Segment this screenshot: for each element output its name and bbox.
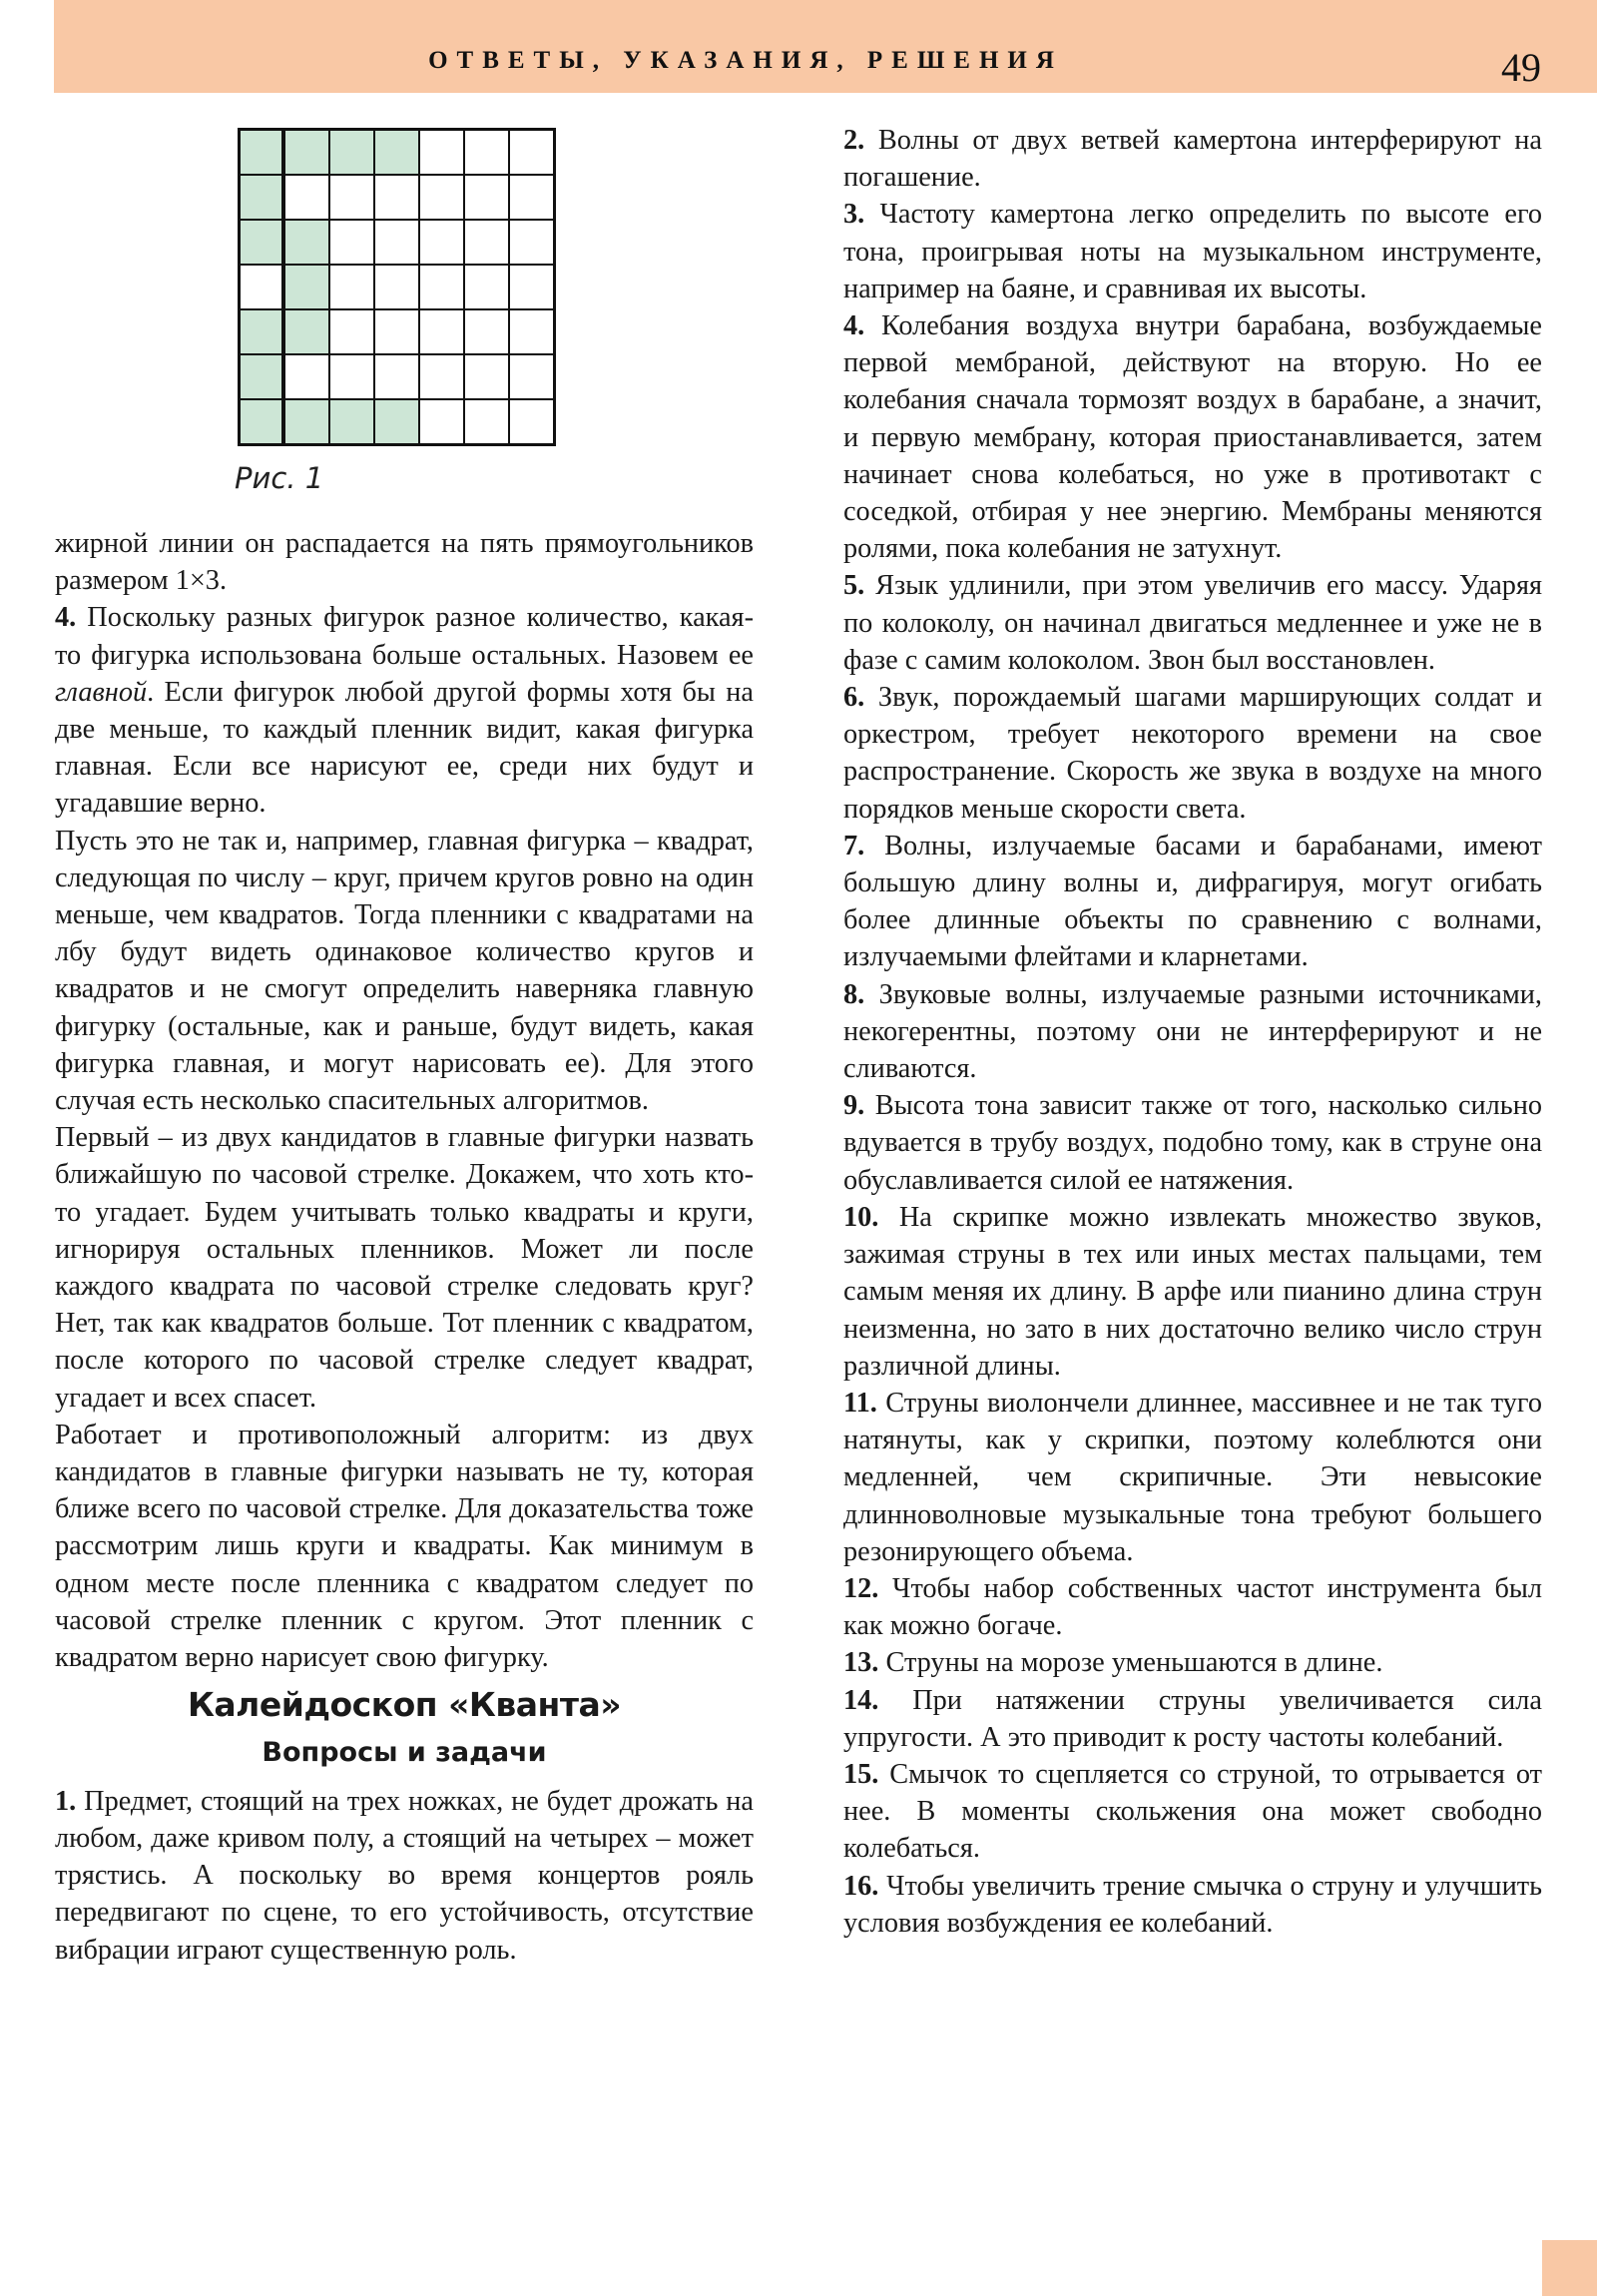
grid-cell [509,130,554,175]
page-header [54,0,1597,93]
item-number: 12. [843,1572,879,1604]
item-number: 1. [55,1785,77,1817]
item-text: При натяжении струны увеличивается сила упругости. А это приводит к росту частоты колебаний. [843,1684,1542,1753]
grid-cell [509,175,554,220]
paragraph: Первый – из двух кандидатов в главные фигурки назвать ближайшую по часовой стрелке. Докажем, что хоть кто-то угадает. Будем учитывать только квадраты и круги, игнорируя остальных пленников. Может ли после каждого квадрата по часовой стрелке следовать круг? Нет, так как квадратов больше. Тот пленник с квадратом, после которого по часовой стрелке следует квадрат, угадает и всех спасет. [55,1122,754,1414]
item-text: Колебания воздуха внутри барабана, возбуждаемые первой мембраной, действуют на вторую. Но ее колебания сначала тормозят воздух в барабане, а значит, и первую мембрану, которая приостанавливается, затем начинает снова колебаться, но уже в противотакт с соседкой, отбирая у нее энергию. Мембраны меняются ролями, пока колебания не затухнут. [843,310,1542,565]
answer-item [843,1199,1542,1385]
grid-cell [419,354,464,399]
item-text: Чтобы набор собственных частот инструмента был как можно богаче. [843,1572,1542,1642]
grid-cell [464,354,509,399]
answer-item [843,828,1542,976]
section-title: Калейдоскоп «Кванта» [187,1685,622,1725]
item-text: Предмет, стоящий на трех ножках, не будет дрожать на любом, даже кривом полу, а стоящий на четырех – может трястись. А поскольку во время концертов рояль передвигают по сцене, то его устойчивость, отсутствие вибрации играют существенную роль. [55,1785,754,1966]
grid-cell [284,175,329,220]
item-text: Поскольку разных фигурок разное количество, какая-то фигурка использована больше остальных. Назовем ее [55,602,754,671]
grid-cell [419,265,464,309]
figure-caption: Рис. 1 [235,461,324,495]
grid-cell [419,399,464,444]
grid-cell [240,399,284,444]
grid-cell [284,309,329,354]
grid-cell [329,354,374,399]
grid-cell [464,220,509,265]
item-number: 10. [843,1201,879,1233]
answer-item [843,1868,1542,1942]
grid-cell [464,265,509,309]
grid-cell [374,175,419,220]
grid-cell [329,130,374,175]
answer-item [843,122,1542,196]
grid-cell [464,309,509,354]
paragraph: Пусть это не так и, например, главная фигурка – квадрат, следующая по числу – круг, причем кругов ровно на один меньше, чем квадратов. Тогда пленники с квадратами на лбу будут видеть одинаковое количество кругов и квадратов и не смогут определить наверняка главную фигурку (остальные, как и раньше, будут видеть, какая фигурка главная, и могут нарисовать ее). Для этого случая есть несколько спасительных алгоритмов. [55,825,754,1117]
answer-item [843,1756,1542,1868]
item-text: Звуковые волны, излучаемые разными источниками, некогерентны, поэтому они не интерферируют и не сливаются. [843,978,1542,1085]
grid-cell [509,399,554,444]
item-number: 4. [55,602,77,634]
item-number: 3. [843,199,865,231]
grid-cell [464,175,509,220]
answer-item [843,1385,1542,1570]
grid-cell [284,130,329,175]
answer-item [843,307,1542,567]
item-text: Звук, порождаемый шагами марширующих солдат и оркестром, требует некоторого времени на свое распространение. Скорость же звука в воздухе на много порядков меньше скорости света. [843,682,1542,825]
grid-cell [509,309,554,354]
grid-cell [240,309,284,354]
item-text: Чтобы увеличить трение смычка о струну и улучшить условия возбуждения ее колебаний. [843,1870,1542,1939]
grid-cell [329,220,374,265]
grid-cell [464,130,509,175]
item-text: Высота тона зависит также от того, насколько сильно вдувается в трубу воздух, подобно тому, как в струне она обуславливается силой ее натяжения. [843,1090,1542,1196]
item-number: 6. [843,682,865,714]
grid-cell [374,265,419,309]
paragraph: Работает и противоположный алгоритм: из двух кандидатов в главные фигурки называть не ту, которая ближе всего по часовой стрелке. Для доказательства тоже рассмотрим лишь круги и квадраты. Как минимум в одном месте после пленника с квадратом следует по часовой стрелке пленник с кругом. Этот пленник с квадратом верно нарисует свою фигурку. [55,1419,754,1674]
answer-item [843,567,1542,679]
item-number: 13. [843,1647,879,1679]
grid-cell [329,175,374,220]
grid-cell [240,130,284,175]
grid-cell [464,399,509,444]
answer-item [843,1644,1542,1681]
item-number: 15. [843,1758,879,1790]
grid-cell [284,354,329,399]
item-number: 4. [843,310,865,342]
grid-cell [284,265,329,309]
grid-cell [240,220,284,265]
grid-cell [374,309,419,354]
item-text: Волны от двух ветвей камертона интерферируют на погашение. [843,125,1542,194]
grid-cell [419,130,464,175]
question-answer-1 [55,1783,754,1969]
item-text: На скрипке можно извлекать множество звуков, зажимая струны в тех или иных местах пальцами, тем самым меняя их длину. В арфе или пианино длина струн неизменна, но зато в них достаточно велико число струн различной длины. [843,1201,1542,1382]
page-number: 49 [1501,45,1541,90]
item-number: 5. [843,570,865,602]
running-title: ОТВЕТЫ, УКАЗАНИЯ, РЕШЕНИЯ [428,47,1063,74]
grid-cell [374,354,419,399]
item-text: Струны виолончели длиннее, массивнее и не так туго натянуты, как у скрипки, поэтому колеблются они медленней, чем скрипичные. Эти невысокие длинноволновые музыкальные тона требуют большего резонирующего объема. [843,1387,1542,1567]
grid-cell [329,309,374,354]
grid-cell [419,309,464,354]
answer-item-4 [55,599,754,822]
grid-cell [509,265,554,309]
item-number: 16. [843,1870,879,1902]
answer-item [843,1682,1542,1756]
answer-item [843,976,1542,1088]
corner-tab [1542,2240,1597,2296]
grid-cell [419,175,464,220]
grid-cell [240,354,284,399]
grid-cell [374,220,419,265]
grid-cell [374,399,419,444]
item-text: Волны, излучаемые басами и барабанами, имеют большую длину волны и, дифрагируя, могут огибать более длинные объекты по сравнению с волнами, излучаемыми флейтами и кларнетами. [843,830,1542,973]
answer-item [843,1087,1542,1199]
item-number: 7. [843,830,865,861]
item-text: Частоту камертона легко определить по высоте его тона, проигрывая ноты на музыкальном инструменте, например на баяне, и сравнивая их высоты. [843,199,1542,304]
grid-cell [240,265,284,309]
item-text: Струны на морозе уменьшаются в длине. [878,1647,1383,1679]
item-number: 2. [843,125,865,156]
grid-cell [284,399,329,444]
continuation-paragraph: жирной линии он распадается на пять прямоугольников размером 1×3. [55,528,754,597]
right-column [843,122,1542,1942]
answer-item [843,679,1542,828]
answer-item [843,196,1542,307]
grid-cell [419,220,464,265]
left-column [55,525,754,1969]
grid-cell [509,354,554,399]
figure-grid [238,128,556,446]
item-text: Смычок то сцепляется со струной, то отрывается от нее. В моменты скольжения она может свободно колебаться. [843,1758,1542,1865]
item-number: 11. [843,1387,877,1419]
grid-cell [509,220,554,265]
item-text: Язык удлинили, при этом увеличив его массу. Ударяя по колоколу, он начинал двигаться медленнее и уже не в фазе с самим колоколом. Звон был восстановлен. [843,570,1542,676]
grid-cell [240,175,284,220]
item-number: 8. [843,978,865,1010]
grid-cell [329,265,374,309]
item-number: 9. [843,1090,865,1122]
grid-7x7 [238,128,556,446]
grid-cell [329,399,374,444]
italic-term: главной [55,676,148,708]
answer-item [843,1570,1542,1644]
grid-cell [374,130,419,175]
section-subtitle: Вопросы и задачи [262,1736,547,1768]
item-text: . Если фигурок любой другой формы хотя бы на две меньше, то каждый пленник видит, какая фигурка главная. Если все нарисуют ее, среди них будут и угадавшие верно. [55,676,754,820]
item-number: 14. [843,1684,879,1716]
grid-cell [284,220,329,265]
